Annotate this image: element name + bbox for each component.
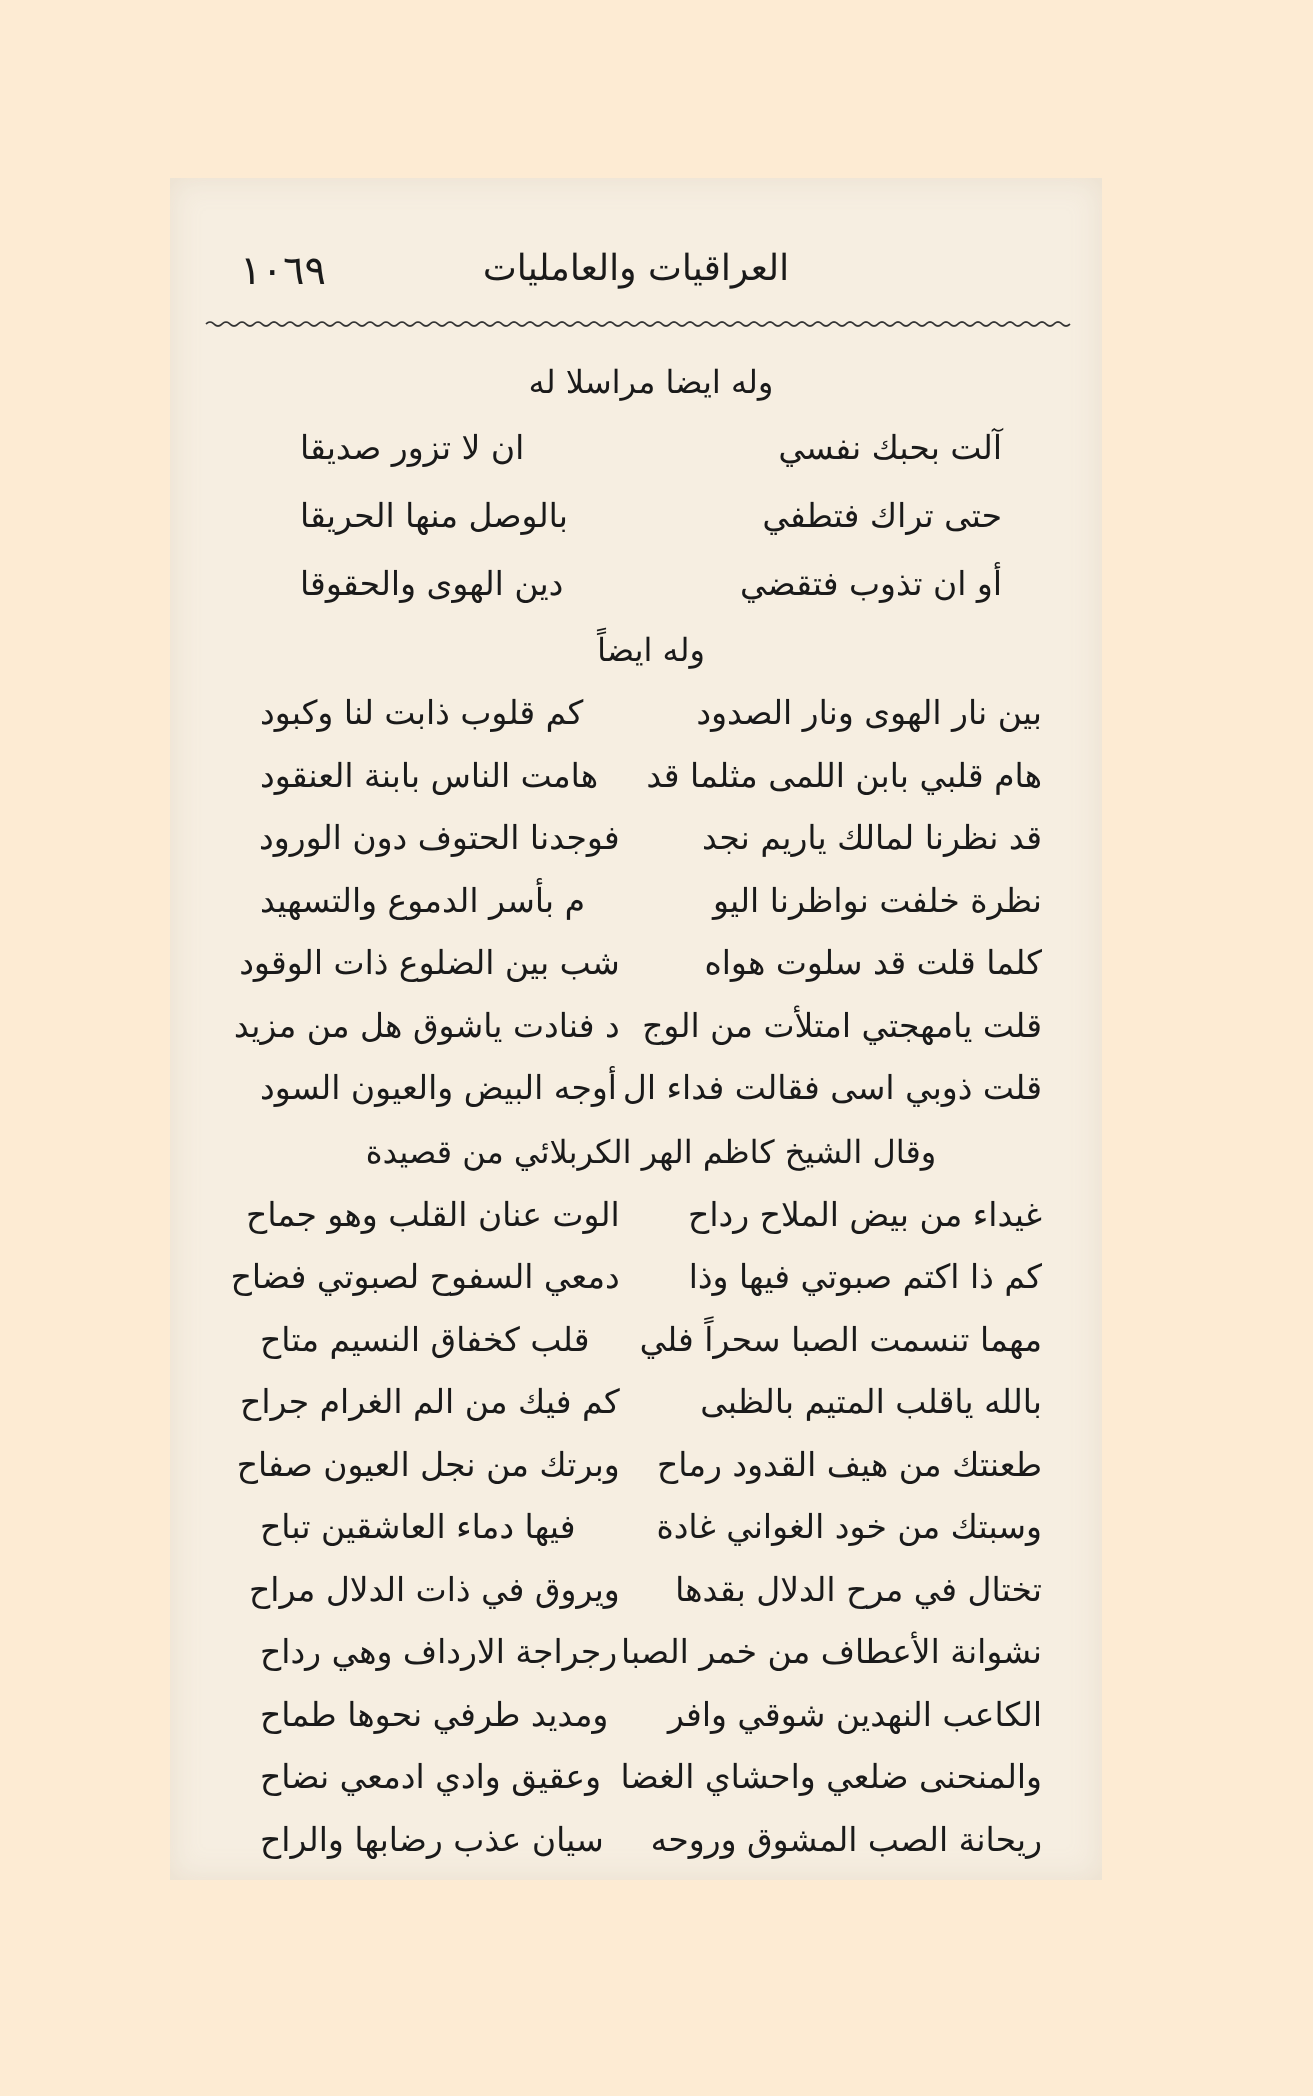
first-hemistich: نظرة خلفت نواظرنا اليو <box>713 880 1042 920</box>
second-hemistich: فوجدنا الحتوف دون الورود <box>259 818 620 857</box>
verse-line <box>240 1371 1042 1434</box>
first-hemistich: والمنحنى ضلعي واحشاي الغضا <box>620 1757 1042 1796</box>
section-heading: وقال الشيخ كاظم الهر الكربلائي من قصيدة <box>365 1132 937 1171</box>
second-hemistich: د فنادت ياشوق هل من مزيد <box>233 1005 620 1045</box>
first-hemistich: قد نظرنا لمالك ياريم نجد <box>702 818 1042 857</box>
second-hemistich: سيان عذب رضابها والراح <box>260 1819 604 1859</box>
second-hemistich: رجراجة الارداف وهي رداح <box>260 1632 618 1671</box>
verse-line <box>260 1496 1042 1559</box>
first-hemistich: مهما تنسمت الصبا سحراً فلي <box>639 1319 1042 1359</box>
first-hemistich: قلت يامهجتي امتلأت من الوج <box>642 1005 1042 1045</box>
running-title: العراقيات والعامليات <box>482 248 790 289</box>
book-page <box>170 178 1102 1880</box>
verse-line <box>260 1746 1042 1809</box>
second-hemistich: أوجه البيض والعيون السود <box>260 1068 617 1107</box>
page-header <box>170 248 1102 318</box>
verse-line <box>260 1309 1042 1372</box>
first-hemistich: أو ان تذوب فتقضي <box>739 564 1002 603</box>
verse-line <box>248 1559 1042 1622</box>
first-hemistich: تختال في مرح الدلال بقدها <box>675 1569 1042 1609</box>
verse-line <box>236 1434 1042 1497</box>
second-hemistich: الوت عنان القلب وهو جماح <box>246 1194 620 1234</box>
first-hemistich: قلت ذوبي اسى فقالت فداء ال <box>622 1068 1042 1107</box>
poem-section <box>230 1120 1042 1872</box>
second-hemistich: بالوصل منها الحريقا <box>300 496 568 535</box>
second-hemistich: ان لا تزور صديقا <box>300 428 525 467</box>
second-hemistich: وبرتك من نجل العيون صفاح <box>236 1444 620 1484</box>
second-hemistich: دمعي السفوح لصبوتي فضاح <box>230 1257 620 1296</box>
second-hemistich: ويروق في ذات الدلال مراح <box>248 1569 620 1609</box>
first-hemistich: نشوانة الأعطاف من خمر الصبا <box>620 1632 1042 1671</box>
verse-line <box>260 682 1042 745</box>
poem-section <box>233 618 1042 1120</box>
verse-line <box>260 745 1042 808</box>
verse-line <box>260 1621 1042 1684</box>
verse-line <box>260 807 1042 870</box>
first-hemistich: بين نار الهوى ونار الصدود <box>696 693 1042 732</box>
second-hemistich: ومديد طرفي نحوها طماح <box>260 1694 609 1734</box>
wavy-rule <box>206 318 1066 330</box>
first-hemistich: هام قلبي بابن اللمى مثلما قد <box>646 755 1042 795</box>
second-hemistich: شب بين الضلوع ذات الوقود <box>239 943 620 982</box>
second-hemistich: كم قلوب ذابت لنا وكبود <box>260 693 584 732</box>
verse-line <box>233 995 1042 1058</box>
first-hemistich: آلت بحبك نفسي <box>778 428 1002 467</box>
first-hemistich: طعنتك من هيف القدود رماح <box>656 1444 1042 1484</box>
first-hemistich: وسبتك من خود الغواني غادة <box>656 1507 1042 1546</box>
second-hemistich: كم فيك من الم الغرام جراح <box>240 1382 620 1421</box>
second-hemistich: وعقيق وادي ادمعي نضاح <box>260 1757 602 1796</box>
second-hemistich: قلب كخفاق النسيم متاح <box>260 1319 590 1359</box>
page-number: ١٠٦٩ <box>240 248 326 294</box>
poem-content <box>230 350 1042 1871</box>
verse-line <box>260 550 1042 618</box>
verse-line <box>260 414 1042 482</box>
verse-line <box>246 1184 1042 1247</box>
first-hemistich: بالله ياقلب المتيم بالظبى <box>700 1382 1042 1421</box>
first-hemistich: حتى تراك فتطفي <box>762 496 1002 535</box>
second-hemistich: هامت الناس بابنة العنقود <box>260 755 599 795</box>
first-hemistich: ريحانة الصب المشوق وروحه <box>650 1819 1042 1859</box>
section-heading: وله ايضاً <box>597 631 705 669</box>
second-hemistich: م بأسر الدموع والتسهيد <box>260 880 586 920</box>
second-hemistich: دين الهوى والحقوقا <box>300 564 564 603</box>
verse-line <box>260 1809 1042 1872</box>
poem-section <box>260 350 1042 618</box>
verse-line <box>260 482 1042 550</box>
verse-line <box>239 932 1042 995</box>
verse-line <box>260 1684 1042 1747</box>
verse-line <box>260 870 1042 933</box>
first-hemistich: غيداء من بيض الملاح رداح <box>688 1194 1042 1234</box>
first-hemistich: الكاعب النهدين شوقي وافر <box>667 1694 1042 1734</box>
first-hemistich: كم ذا اكتم صبوتي فيها وذا <box>688 1257 1042 1296</box>
section-heading: وله ايضا مراسلا له <box>528 363 774 401</box>
verse-line <box>260 1057 1042 1120</box>
verse-line <box>230 1246 1042 1309</box>
second-hemistich: فيها دماء العاشقين تباح <box>260 1507 576 1546</box>
first-hemistich: كلما قلت قد سلوت هواه <box>704 943 1042 982</box>
